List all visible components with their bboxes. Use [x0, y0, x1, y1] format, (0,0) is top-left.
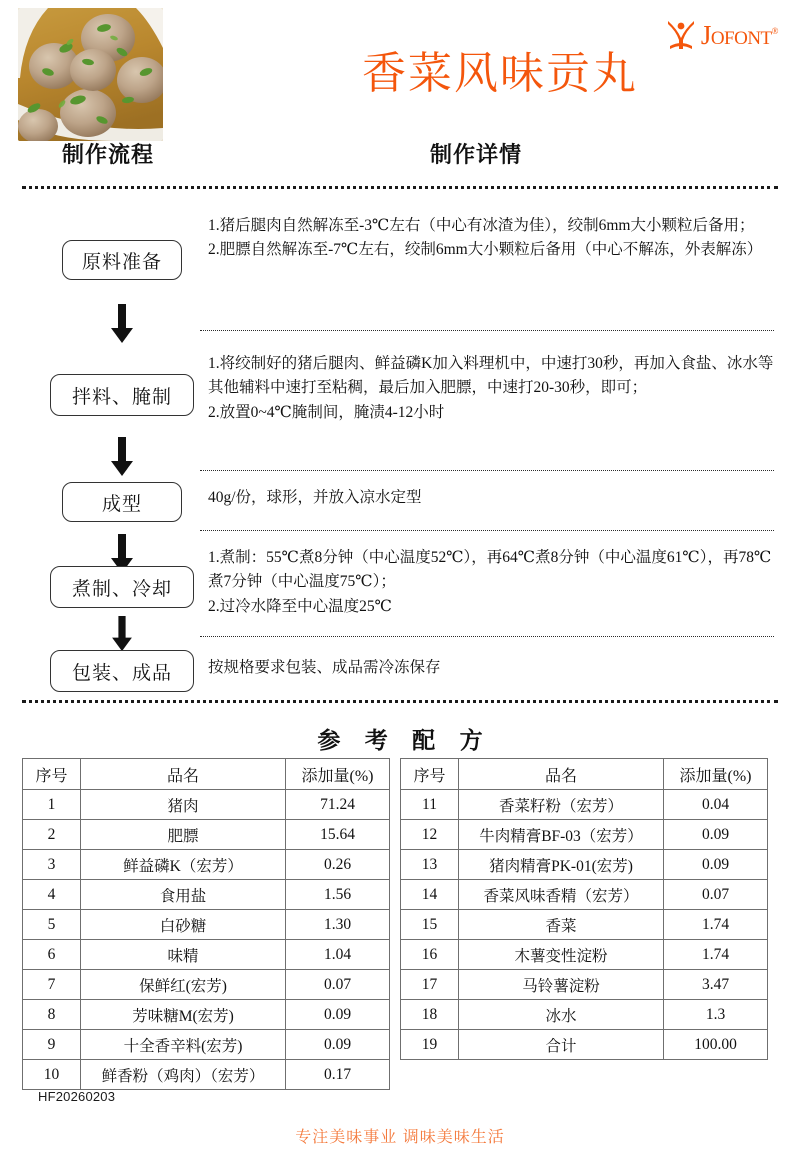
table-header-row — [401, 759, 768, 790]
cell-name: 食用盐 — [81, 880, 286, 910]
cell-name: 香菜风味香精（宏芳） — [459, 880, 664, 910]
detail-column-heading: 制作详情 — [430, 142, 523, 167]
section-divider-top — [22, 186, 778, 189]
cell-no: 16 — [401, 940, 459, 970]
cell-no: 18 — [401, 1000, 459, 1030]
table-row — [23, 910, 390, 940]
cell-name: 味精 — [81, 940, 286, 970]
cell-name: 芳味糖M(宏芳) — [81, 1000, 286, 1030]
cell-amount: 0.07 — [664, 880, 768, 910]
table-row — [401, 1000, 768, 1030]
header-amount: 添加量(%) — [664, 759, 768, 790]
recipe-section-title: 参 考 配 方 — [317, 727, 492, 753]
header-no: 序号 — [401, 759, 459, 790]
flow-arrow-icon — [109, 616, 135, 652]
table-row — [401, 790, 768, 820]
cell-name: 马铃薯淀粉 — [459, 970, 664, 1000]
flow-arrow-icon — [109, 304, 135, 344]
cell-amount: 1.30 — [286, 910, 390, 940]
table-row — [23, 850, 390, 880]
table-row — [401, 970, 768, 1000]
document-header — [0, 0, 800, 138]
cell-no: 6 — [23, 940, 81, 970]
jofont-mark-icon — [664, 18, 698, 52]
table-row — [401, 850, 768, 880]
process-step-detail: 1.将绞制好的猪后腿肉、鲜益磷K加入料理机中，中速打30秒，再加入食盐、冰水等其他辅料中速打至粘稠，最后加入肥膘，中速打20-30秒，即可； 2.放置0~4℃腌制间，腌渍4-12小时 — [208, 355, 774, 421]
registered-mark-icon: ® — [771, 25, 778, 36]
header-no: 序号 — [23, 759, 81, 790]
cell-no: 4 — [23, 880, 81, 910]
recipe-left-body — [23, 790, 390, 1090]
brand-logo — [664, 18, 778, 52]
cell-no: 10 — [23, 1060, 81, 1090]
table-row — [23, 1000, 390, 1030]
page-title: 香菜风味贡丸 — [362, 49, 638, 98]
cell-no: 7 — [23, 970, 81, 1000]
cell-name: 香菜 — [459, 910, 664, 940]
process-flow-section — [0, 196, 800, 694]
cell-amount: 0.07 — [286, 970, 390, 1000]
process-step-detail: 1.煮制：55℃煮8分钟（中心温度52℃），再64℃煮8分钟（中心温度61℃），再78℃煮7分钟（中心温度75℃）； 2.过冷水降至中心温度25℃ — [208, 549, 772, 615]
cell-no: 13 — [401, 850, 459, 880]
column-headings — [0, 138, 800, 182]
recipe-table-right — [400, 758, 768, 1060]
recipe-tables — [22, 758, 778, 1090]
cell-name: 肥膘 — [81, 820, 286, 850]
brand-name: Jofont® — [700, 19, 778, 50]
recipe-right-body — [401, 790, 768, 1060]
cell-no: 3 — [23, 850, 81, 880]
process-step-detail: 1.猪后腿肉自然解冻至-3℃左右（中心有冰渣为佳），绞制6mm大小颗粒后备用； 2.肥膘自然解冻至-7℃左右，绞制6mm大小颗粒后备用（中心不解冻，外表解冻） — [208, 217, 763, 259]
cell-no: 9 — [23, 1030, 81, 1060]
cell-amount: 71.24 — [286, 790, 390, 820]
cell-no: 19 — [401, 1030, 459, 1060]
cell-name: 木薯变性淀粉 — [459, 940, 664, 970]
table-row — [23, 1060, 390, 1090]
table-row — [401, 820, 768, 850]
process-step-node: 拌料、腌制 — [50, 374, 194, 416]
cell-amount: 1.56 — [286, 880, 390, 910]
cell-name: 猪肉精膏PK-01(宏芳) — [459, 850, 664, 880]
meatball-soup-illustration — [18, 8, 163, 141]
header-name: 品名 — [81, 759, 286, 790]
section-divider-recipe — [22, 700, 778, 703]
table-row — [23, 880, 390, 910]
header-amount: 添加量(%) — [286, 759, 390, 790]
process-step-node: 成型 — [62, 482, 182, 522]
cell-name: 猪肉 — [81, 790, 286, 820]
cell-amount: 0.04 — [664, 790, 768, 820]
cell-amount: 0.09 — [286, 1030, 390, 1060]
cell-amount: 0.09 — [664, 820, 768, 850]
recipe-table-left — [22, 758, 390, 1090]
cell-amount: 0.09 — [286, 1000, 390, 1030]
table-row — [23, 940, 390, 970]
process-step-node: 煮制、冷却 — [50, 566, 194, 608]
detail-divider — [200, 470, 774, 471]
header-name: 品名 — [459, 759, 664, 790]
cell-name: 牛肉精膏BF-03（宏芳） — [459, 820, 664, 850]
cell-name: 十全香辛料(宏芳) — [81, 1030, 286, 1060]
cell-name: 香菜籽粉（宏芳） — [459, 790, 664, 820]
table-row — [23, 820, 390, 850]
table-row — [401, 880, 768, 910]
cell-amount: 0.26 — [286, 850, 390, 880]
table-row — [23, 1030, 390, 1060]
cell-amount: 1.3 — [664, 1000, 768, 1030]
detail-divider — [200, 530, 774, 531]
cell-no: 12 — [401, 820, 459, 850]
flow-arrow-icon — [109, 437, 135, 477]
cell-name: 合计 — [459, 1030, 664, 1060]
cell-amount: 1.74 — [664, 910, 768, 940]
cell-no: 17 — [401, 970, 459, 1000]
cell-no: 15 — [401, 910, 459, 940]
detail-divider — [200, 636, 774, 637]
cell-name: 冰水 — [459, 1000, 664, 1030]
table-row — [23, 790, 390, 820]
detail-divider — [200, 330, 774, 331]
cell-no: 11 — [401, 790, 459, 820]
cell-amount: 3.47 — [664, 970, 768, 1000]
cell-amount: 1.74 — [664, 940, 768, 970]
table-row — [401, 910, 768, 940]
cell-no: 8 — [23, 1000, 81, 1030]
cell-amount: 0.09 — [664, 850, 768, 880]
cell-name: 白砂糖 — [81, 910, 286, 940]
cell-amount: 1.04 — [286, 940, 390, 970]
table-row — [23, 970, 390, 1000]
cell-no: 5 — [23, 910, 81, 940]
process-step-detail: 40g/份，球形，并放入凉水定型 — [208, 489, 422, 506]
cell-name: 鲜益磷K（宏芳） — [81, 850, 286, 880]
process-step-node: 包装、成品 — [50, 650, 194, 692]
cell-amount: 15.64 — [286, 820, 390, 850]
table-row — [401, 1030, 768, 1060]
cell-no: 2 — [23, 820, 81, 850]
footer-tagline: 专注美味事业 调味美味生活 — [295, 1129, 505, 1146]
table-row — [401, 940, 768, 970]
cell-name: 鲜香粉（鸡肉）（宏芳） — [81, 1060, 286, 1090]
process-step-detail: 按规格要求包装、成品需冷冻保存 — [208, 659, 441, 676]
product-photo — [18, 8, 163, 141]
process-step-node: 原料准备 — [62, 240, 182, 280]
cell-no: 1 — [23, 790, 81, 820]
cell-amount: 0.17 — [286, 1060, 390, 1090]
table-header-row — [23, 759, 390, 790]
cell-no: 14 — [401, 880, 459, 910]
document-code: HF20260203 — [38, 1089, 116, 1104]
cell-name: 保鲜红(宏芳) — [81, 970, 286, 1000]
cell-amount: 100.00 — [664, 1030, 768, 1060]
flow-column-heading: 制作流程 — [62, 142, 155, 167]
